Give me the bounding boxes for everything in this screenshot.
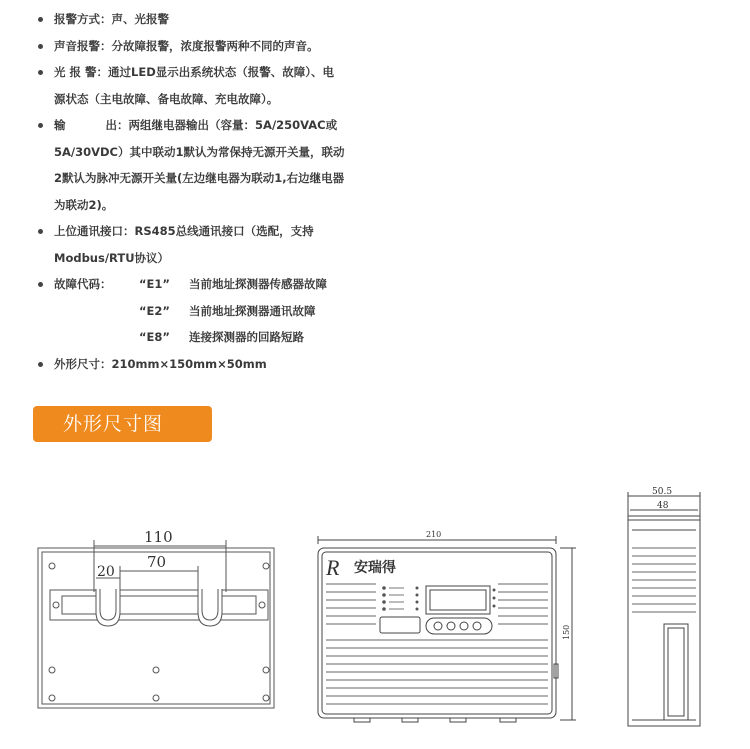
spec-value: 分故障报警，浓度报警两种不同的声音。 (111, 38, 319, 53)
spec-label: 上位通讯接口： (54, 224, 135, 238)
spec-value-line: 5A/30VDC）其中联动1默认为常保持无源开关量，联动 (54, 144, 345, 159)
fault-code: “E1” (139, 277, 170, 291)
dim-label-150: 150 (562, 624, 571, 640)
spec-value: 两组继电器输出（容量：5A/250VAC或 (128, 118, 338, 132)
dim-label-48: 48 (657, 501, 669, 511)
brand-logo-icon: R (326, 555, 340, 580)
spec-label: 输 出： (54, 118, 129, 132)
spec-label: 声音报警： (54, 38, 112, 53)
spec-label: 光 报 警： (54, 65, 109, 79)
section-banner-dimension-drawing: 外形尺寸图 (33, 406, 212, 442)
dim-label-50-5: 50.5 (652, 487, 673, 497)
dim-label-20: 20 (97, 564, 115, 580)
spec-value-line: Modbus/RTU协议） (54, 250, 170, 265)
spec-value: 声、光报警 (111, 12, 169, 26)
spec-value: RS485总线通讯接口（选配，支持 (134, 224, 314, 238)
spec-value-line: 源状态（主电故障、备电故障、充电故障）。 (54, 91, 279, 106)
fault-desc: 连接探测器的回路短路 (189, 330, 304, 344)
fault-code: “E2” (139, 303, 170, 318)
spec-value: 通过LED显示出系统状态（报警、故障）、电 (108, 65, 334, 79)
dim-label-110: 110 (144, 528, 173, 546)
spec-label: 报警方式： (54, 12, 112, 26)
dim-label-210: 210 (426, 530, 442, 539)
spec-value: 210mm×150mm×50mm (111, 356, 267, 371)
spec-label: 外形尺寸： (54, 356, 112, 371)
fault-code: “E8” (139, 330, 170, 344)
fault-desc: 当前地址探测器传感器故障 (189, 277, 327, 291)
spec-value-line: 为联动2)。 (54, 197, 114, 212)
fault-desc: 当前地址探测器通讯故障 (189, 303, 316, 318)
spec-value-line: 2默认为脉冲无源开关量(左边继电器为联动1,右边继电器 (54, 171, 345, 185)
side-view-drawing (628, 492, 700, 726)
brand-name: 安瑞得 (354, 560, 396, 576)
fault-label: 故障代码： (54, 277, 112, 291)
dim-label-70: 70 (147, 553, 167, 571)
